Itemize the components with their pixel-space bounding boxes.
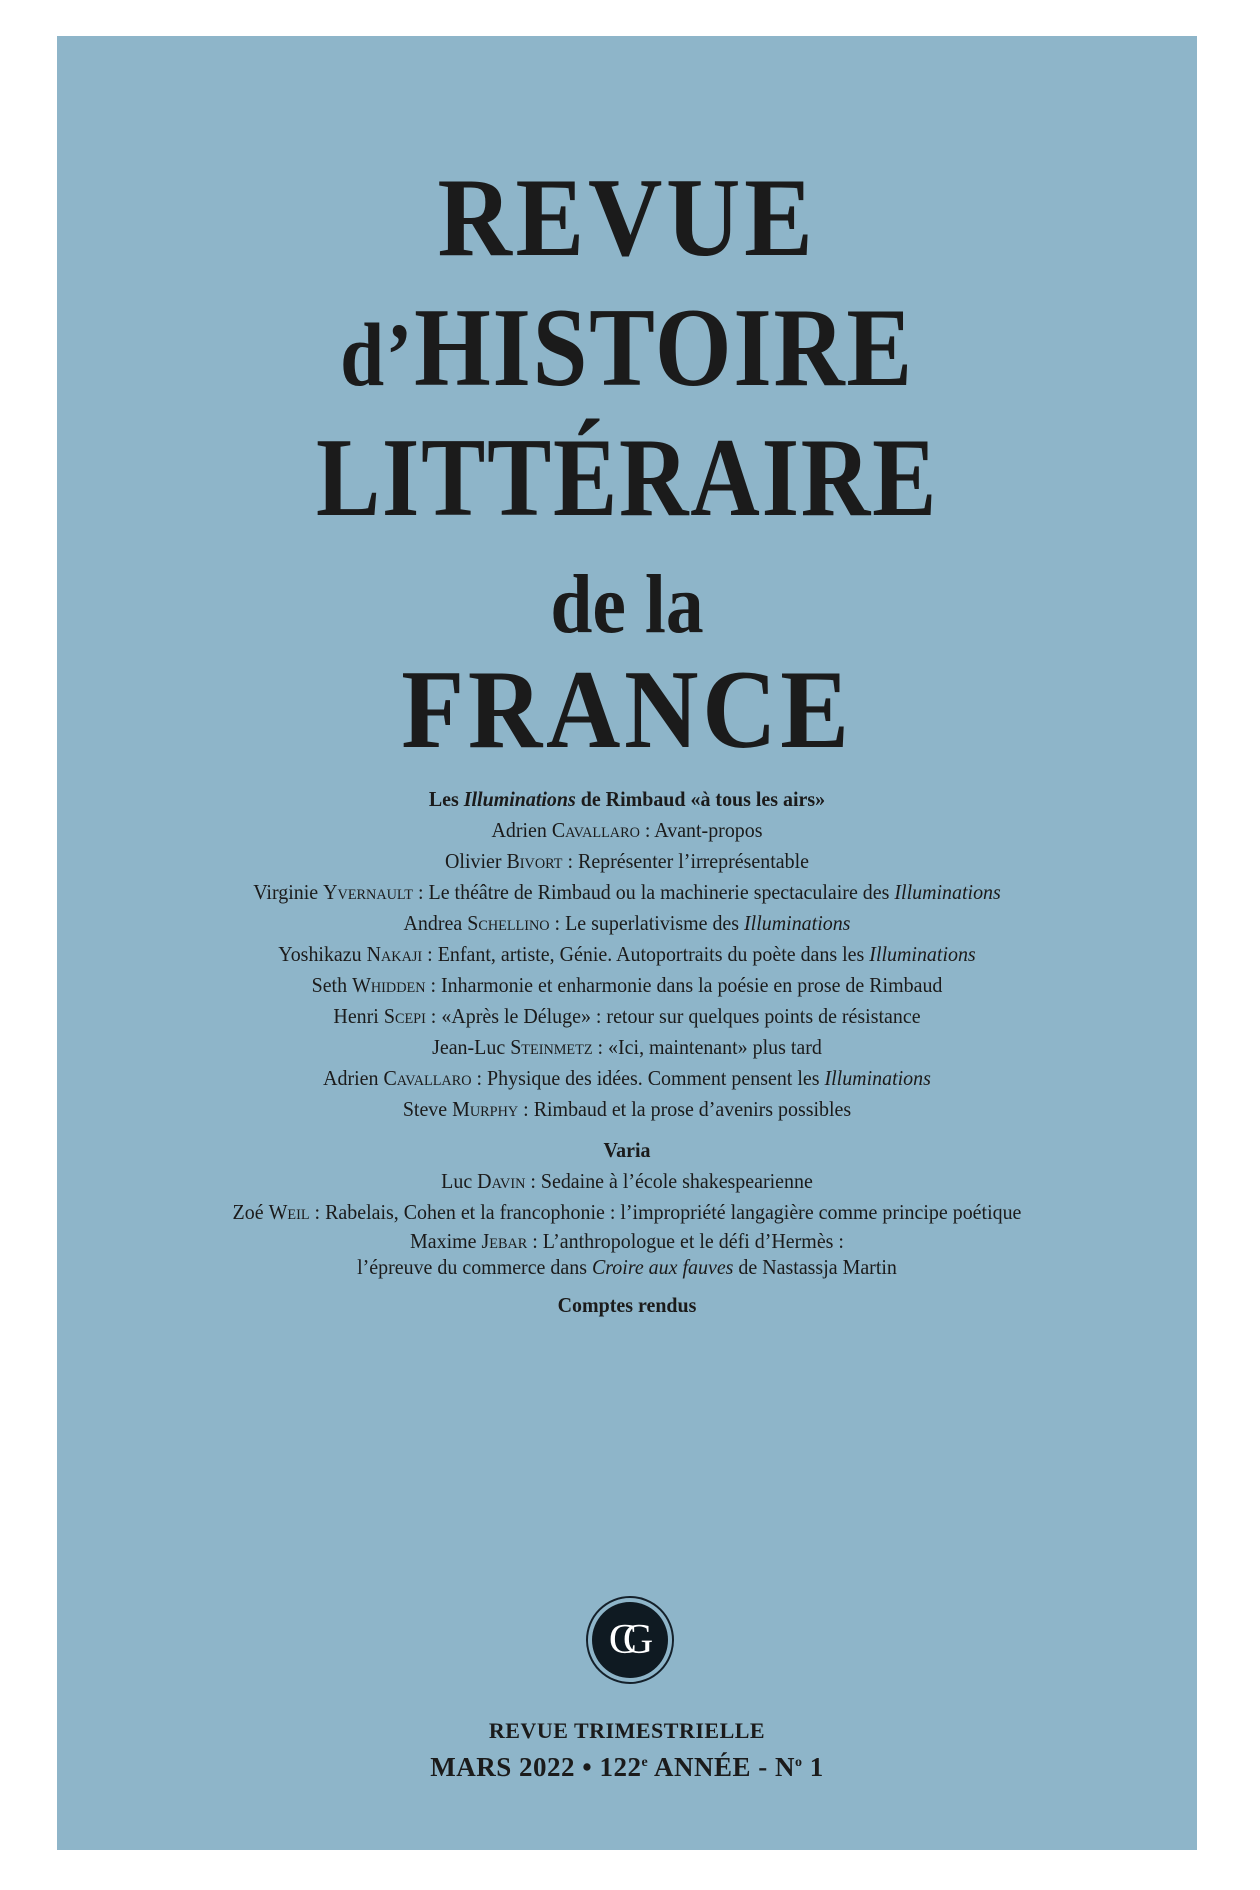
toc-entry xyxy=(86,908,1169,939)
toc-entry xyxy=(86,877,1169,908)
author-first: Andrea xyxy=(403,911,468,935)
number-sup: o xyxy=(794,1755,803,1770)
author-first: Adrien xyxy=(491,818,552,842)
toc-entry xyxy=(86,1094,1169,1125)
author-first: Steve xyxy=(402,1097,453,1121)
article-title: : «Après le Déluge» : retour sur quelques points de résistance xyxy=(425,1004,921,1028)
author-last: Whidden xyxy=(352,973,426,997)
article-italic: Illuminations xyxy=(869,942,976,966)
continuation-italic: Croire aux fauves xyxy=(591,1255,734,1279)
article-title: : L’anthropologue et le défi d’Hermès : xyxy=(527,1229,844,1253)
article-title: : Représenter l’irreprésentable xyxy=(562,849,809,873)
toc-entry xyxy=(86,970,1169,1001)
title-france: FRANCE xyxy=(401,648,853,772)
comptes-rendus-heading: Comptes rendus xyxy=(557,1293,697,1317)
article-title: : Physique des idées. Comment pensent les xyxy=(471,1066,825,1090)
issue-year-label: ANNÉE - N xyxy=(648,1752,795,1782)
toc-entry xyxy=(86,1001,1169,1032)
issue-info xyxy=(57,1752,1197,1783)
author-last: Schellino xyxy=(467,911,550,935)
article-title: : Le superlativisme des xyxy=(549,911,745,935)
author-last: Bivort xyxy=(506,849,563,873)
author-last: Jebar xyxy=(481,1229,528,1253)
title-de-la: de la xyxy=(550,558,704,651)
author-first: Jean-Luc xyxy=(432,1035,511,1059)
journal-cover xyxy=(57,36,1197,1850)
author-last: Nakaji xyxy=(366,942,423,966)
table-of-contents xyxy=(57,784,1197,1321)
toc-entry xyxy=(86,1166,1169,1197)
author-last: Murphy xyxy=(452,1097,519,1121)
toc-entry xyxy=(86,1032,1169,1063)
continuation-pre: l’épreuve du commerce dans xyxy=(357,1255,592,1279)
author-last: Cavallaro xyxy=(383,1066,472,1090)
author-first: Zoé xyxy=(232,1200,269,1224)
author-first: Henri xyxy=(333,1004,384,1028)
author-first: Luc xyxy=(441,1169,478,1193)
continuation-post: de Nastassja Martin xyxy=(733,1255,897,1279)
article-title: : Rabelais, Cohen et la francophonie : l’impropriété langagière comme principe poétique xyxy=(309,1200,1022,1224)
toc-entry xyxy=(86,846,1169,877)
toc-entry xyxy=(86,815,1169,846)
author-last: Cavallaro xyxy=(551,818,640,842)
title-litteraire: LITTÉRAIRE xyxy=(315,416,939,540)
article-title: : Sedaine à l’école shakespearienne xyxy=(525,1169,813,1193)
author-last: Steinmetz xyxy=(510,1035,593,1059)
article-title: : Enfant, artiste, Génie. Autoportraits du poète dans les xyxy=(422,942,870,966)
logo-text: CG xyxy=(608,1617,640,1663)
heading-post: de Rimbaud «à tous les airs» xyxy=(575,787,826,811)
logo-letters xyxy=(592,1602,668,1678)
toc-entry xyxy=(86,939,1169,970)
article-title: : Inharmonie et enharmonie dans la poésie en prose de Rimbaud xyxy=(425,973,943,997)
author-first: Maxime xyxy=(410,1229,482,1253)
author-last: Yvernault xyxy=(323,880,414,904)
article-title: : Le théâtre de Rimbaud ou la machinerie spectaculaire des xyxy=(413,880,895,904)
article-italic: Illuminations xyxy=(824,1066,931,1090)
author-first: Adrien xyxy=(323,1066,384,1090)
article-title: : Avant-propos xyxy=(639,818,763,842)
author-last: Davin xyxy=(477,1169,526,1193)
author-last: Weil xyxy=(268,1200,310,1224)
author-first: Virginie xyxy=(253,880,324,904)
title-revue: REVUE xyxy=(437,156,817,280)
title-prefix: d’ xyxy=(340,306,415,405)
toc-entry xyxy=(86,1197,1169,1228)
author-first: Olivier xyxy=(445,849,507,873)
toc-entry xyxy=(86,1228,1169,1254)
varia-heading: Varia xyxy=(603,1138,651,1162)
toc-entry-continuation xyxy=(86,1254,1169,1280)
heading-pre: Les xyxy=(428,787,464,811)
toc-entry xyxy=(86,1063,1169,1094)
issue-number: 1 xyxy=(802,1752,824,1782)
title-histoire xyxy=(125,284,1128,413)
title-histoire-word: HISTOIRE xyxy=(414,286,914,410)
author-first: Seth xyxy=(311,973,353,997)
issue-date: MARS 2022 • 122 xyxy=(430,1752,642,1782)
article-italic: Illuminations xyxy=(744,911,851,935)
article-title: : «Ici, maintenant» plus tard xyxy=(592,1035,822,1059)
ordinal-sup: e xyxy=(641,1755,649,1770)
frequency-label: REVUE TRIMESTRIELLE xyxy=(488,1718,766,1743)
author-last: Scepi xyxy=(383,1004,426,1028)
article-title: : Rimbaud et la prose d’avenirs possibles xyxy=(518,1097,852,1121)
article-italic: Illuminations xyxy=(894,880,1001,904)
heading-italic: Illuminations xyxy=(463,787,576,811)
dossier-heading xyxy=(86,784,1169,815)
cg-monogram-logo-icon xyxy=(586,1596,674,1684)
author-first: Yoshikazu xyxy=(278,942,367,966)
